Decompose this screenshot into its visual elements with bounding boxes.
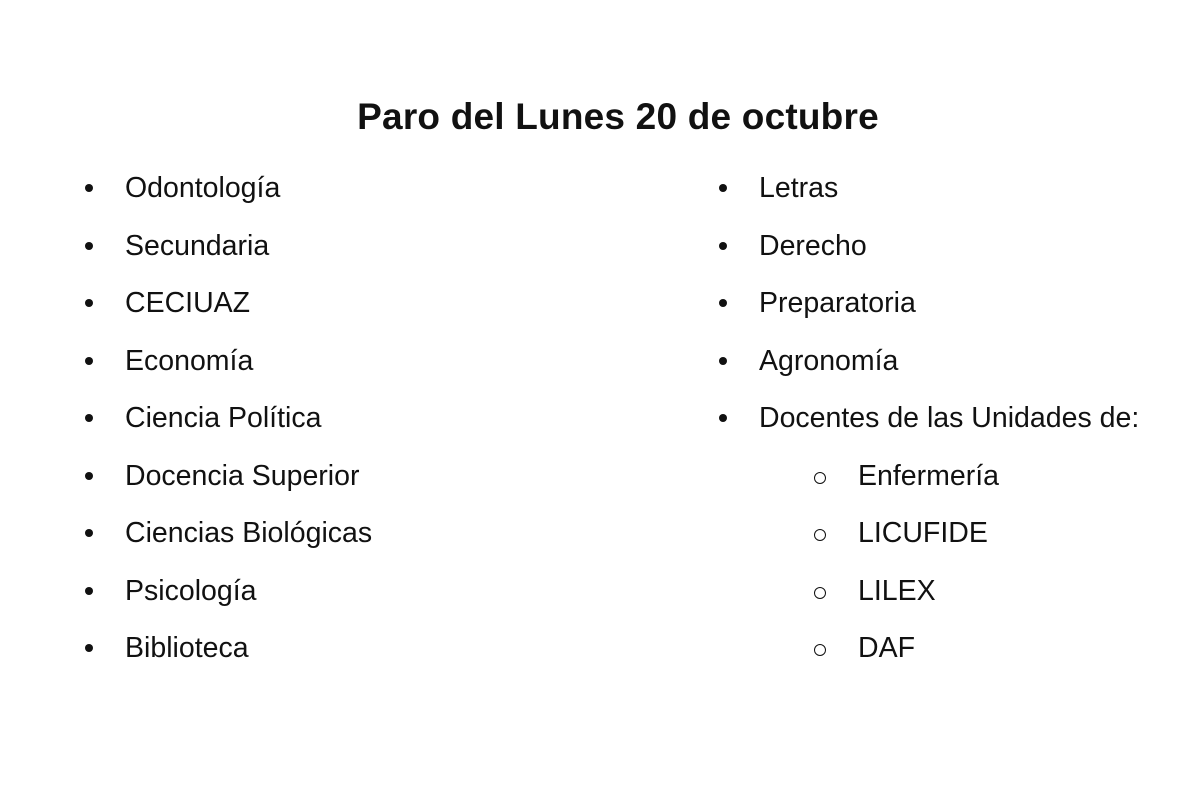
sublist-item [712, 628, 1139, 686]
list-item-label: Psicología [125, 574, 257, 607]
bullet-icon [719, 299, 727, 307]
page-title: Paro del Lunes 20 de octubre [357, 96, 879, 137]
list-item-label: Preparatoria [759, 287, 916, 319]
bullet-icon [719, 357, 727, 365]
bullet-icon [85, 472, 93, 480]
list-item-label: Docencia Superior [125, 459, 360, 492]
list-item [712, 226, 1139, 284]
hollow-bullet-icon [814, 644, 826, 656]
list-item-label: Ciencia Política [125, 402, 322, 434]
list-item-label: Ciencias Biológicas [125, 517, 373, 549]
sublist-item [712, 456, 1139, 514]
list-item [78, 456, 372, 514]
list-item-label: Biblioteca [125, 632, 249, 664]
list-item-label: Letras [759, 172, 839, 204]
list-item [78, 398, 372, 456]
bullet-icon [85, 529, 93, 537]
hollow-bullet-icon [814, 472, 826, 484]
list-item [78, 168, 372, 226]
list-item-label: Economía [125, 344, 254, 377]
sublist [712, 456, 1139, 686]
hollow-bullet-icon [814, 529, 826, 541]
sublist-item [712, 571, 1139, 629]
sublist-container [712, 456, 1139, 686]
bullet-icon [719, 184, 727, 192]
list-item [78, 283, 372, 341]
list-item-label: Secundaria [125, 229, 270, 262]
right-column-list [712, 168, 1139, 686]
bullet-icon [85, 242, 93, 250]
sublist-item-label: DAF [858, 632, 915, 664]
list-item [712, 283, 1139, 341]
bullet-icon [719, 414, 727, 422]
bullet-icon [85, 644, 93, 652]
list-item-label: Odontología [125, 172, 281, 204]
hollow-bullet-icon [814, 587, 826, 599]
bullet-icon [719, 242, 727, 250]
list-item-label: Agronomía [759, 344, 899, 377]
list-item [78, 513, 372, 571]
list-item-label: CECIUAZ [125, 287, 251, 319]
list-item [78, 628, 372, 686]
sublist-item-label: LILEX [858, 574, 936, 607]
bullet-icon [85, 414, 93, 422]
bullet-icon [85, 587, 93, 595]
list-item [712, 341, 1139, 399]
list-item [712, 398, 1139, 456]
bullet-icon [85, 184, 93, 192]
list-item-label: Docentes de las Unidades de: [759, 402, 1140, 434]
list-item [78, 226, 372, 284]
bullet-icon [85, 299, 93, 307]
left-column-list [78, 168, 372, 686]
list-item [78, 571, 372, 629]
sublist-item-label: LICUFIDE [858, 517, 988, 549]
sublist-item [712, 513, 1139, 571]
list-item [78, 341, 372, 399]
sublist-item-label: Enfermería [858, 459, 999, 492]
list-item-label: Derecho [759, 229, 867, 262]
list-item [712, 168, 1139, 226]
bullet-icon [85, 357, 93, 365]
